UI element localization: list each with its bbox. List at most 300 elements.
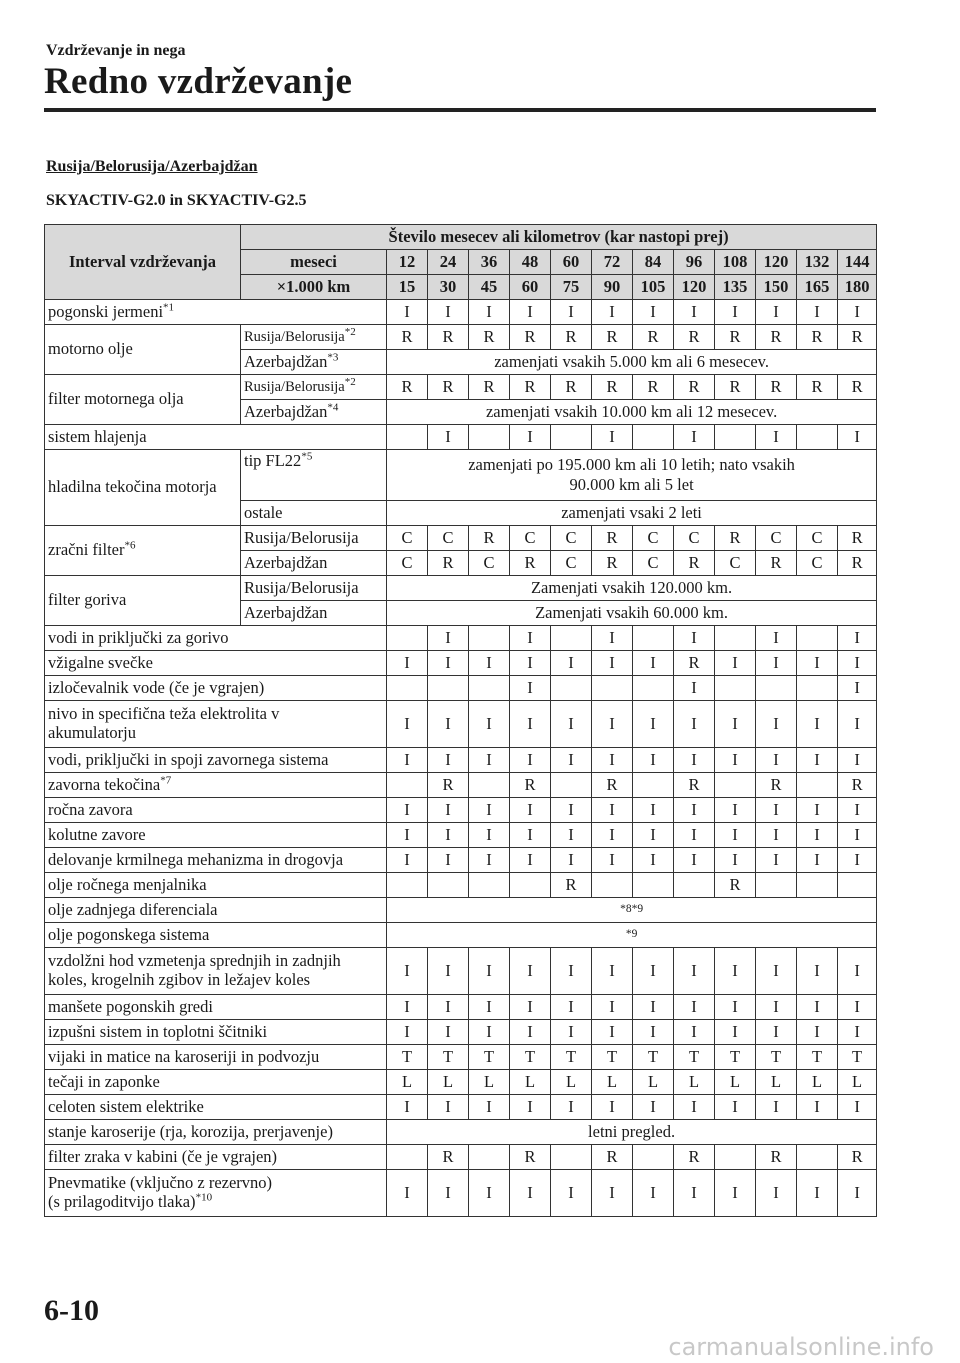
interval-cell: R xyxy=(838,551,877,576)
interval-cell: R xyxy=(674,1145,715,1170)
interval-cell: I xyxy=(715,798,756,823)
engine-heading: SKYACTIV-G2.0 in SKYACTIV-G2.5 xyxy=(46,192,307,209)
item-label-text: manšete pogonskih gredi xyxy=(48,996,213,1016)
interval-cell: I xyxy=(756,425,797,450)
interval-cell: I xyxy=(469,848,510,873)
interval-cell: L xyxy=(674,1070,715,1095)
region-heading: Rusija/Belorusija/Azerbajdžan xyxy=(46,158,258,175)
interval-cell: L xyxy=(592,1070,633,1095)
interval-cell: I xyxy=(838,995,877,1020)
interval-cell: I xyxy=(715,748,756,773)
interval-cell: L xyxy=(387,1070,428,1095)
table-row xyxy=(45,626,877,651)
item-label-text: tečaji in zaponke xyxy=(48,1071,160,1091)
interval-cell: I xyxy=(674,676,715,701)
interval-cell: I xyxy=(469,995,510,1020)
interval-cell: I xyxy=(551,823,592,848)
km-cell: 75 xyxy=(551,275,592,300)
interval-cell: I xyxy=(633,823,674,848)
table-row xyxy=(45,375,877,400)
interval-cell: R xyxy=(510,325,551,350)
interval-cell xyxy=(592,873,633,898)
interval-cell: R xyxy=(469,325,510,350)
interval-cell: I xyxy=(387,748,428,773)
footnote-marker: *3 xyxy=(327,351,339,364)
item-label xyxy=(45,300,387,325)
interval-cell xyxy=(633,1145,674,1170)
month-cell: 24 xyxy=(428,250,469,275)
month-cell: 12 xyxy=(387,250,428,275)
interval-cell: R xyxy=(756,773,797,798)
interval-cell: L xyxy=(428,1070,469,1095)
interval-cell: I xyxy=(756,626,797,651)
interval-cell: I xyxy=(674,1095,715,1120)
interval-cell: L xyxy=(838,1070,877,1095)
interval-cell xyxy=(633,773,674,798)
item-label xyxy=(45,701,387,748)
interval-cell: R xyxy=(387,325,428,350)
km-cell: 105 xyxy=(633,275,674,300)
sub-label xyxy=(241,501,387,526)
interval-cell: C xyxy=(428,526,469,551)
item-label-text: filter zraka v kabini (če je vgrajen) xyxy=(48,1146,278,1166)
interval-cell xyxy=(428,873,469,898)
item-label-text: pogonski jermeni xyxy=(48,301,164,321)
interval-cell: I xyxy=(674,948,715,995)
interval-cell: I xyxy=(838,1170,877,1217)
interval-cell: I xyxy=(551,300,592,325)
sub-label-text: Azerbajdžan xyxy=(244,602,328,622)
sub-label-text: Azerbajdžan xyxy=(244,552,328,572)
table-row xyxy=(45,948,877,995)
item-label xyxy=(45,798,387,823)
item-label-text: vzdolžni hod vzmetenja sprednjih in zadnjih xyxy=(48,951,341,971)
interval-cell: I xyxy=(797,300,838,325)
item-label-text: akumulatorju xyxy=(48,723,136,742)
interval-cell: R xyxy=(469,375,510,400)
header-row-title xyxy=(45,225,877,250)
interval-cell: C xyxy=(469,551,510,576)
sub-label-text: Rusija/Belorusija xyxy=(244,577,359,597)
interval-cell: I xyxy=(510,300,551,325)
table-row xyxy=(45,873,877,898)
interval-cell: I xyxy=(633,701,674,748)
table-row xyxy=(45,1145,877,1170)
item-label xyxy=(45,823,387,848)
interval-note: zamenjati vsaki 2 leti xyxy=(387,501,877,526)
interval-cell: I xyxy=(387,823,428,848)
interval-cell xyxy=(797,676,838,701)
months-label: meseci xyxy=(241,250,387,275)
table-row xyxy=(45,1045,877,1070)
interval-cell: R xyxy=(551,325,592,350)
interval-cell: I xyxy=(838,948,877,995)
interval-cell xyxy=(715,773,756,798)
interval-cell: I xyxy=(715,701,756,748)
interval-cell: I xyxy=(387,701,428,748)
interval-cell: I xyxy=(428,651,469,676)
interval-cell: I xyxy=(510,701,551,748)
interval-cell: R xyxy=(838,325,877,350)
table-row xyxy=(45,995,877,1020)
interval-cell: I xyxy=(510,823,551,848)
interval-cell: I xyxy=(674,1020,715,1045)
interval-cell: I xyxy=(469,823,510,848)
sub-label xyxy=(241,350,387,375)
interval-cell: T xyxy=(551,1045,592,1070)
footnote-marker: *2 xyxy=(344,325,356,338)
item-label-text: zračni filter xyxy=(48,540,125,560)
sub-label xyxy=(241,400,387,425)
sub-label-text: Azerbajdžan xyxy=(244,401,328,421)
watermark: carmanualsonline.info xyxy=(668,1333,934,1361)
interval-note: letni pregled. xyxy=(387,1120,877,1145)
interval-cell: C xyxy=(387,526,428,551)
month-cell: 60 xyxy=(551,250,592,275)
km-label: ×1.000 km xyxy=(241,275,387,300)
interval-cell: I xyxy=(797,995,838,1020)
item-label-text: stanje karoserije (rja, korozija, prerjavenje) xyxy=(48,1121,333,1141)
interval-cell: R xyxy=(510,1145,551,1170)
interval-cell: R xyxy=(428,325,469,350)
interval-cell xyxy=(592,676,633,701)
interval-cell: I xyxy=(510,995,551,1020)
interval-cell xyxy=(797,626,838,651)
interval-cell xyxy=(633,425,674,450)
interval-cell: I xyxy=(715,948,756,995)
interval-cell: I xyxy=(797,848,838,873)
interval-cell: C xyxy=(797,551,838,576)
item-label xyxy=(45,651,387,676)
interval-cell: C xyxy=(633,526,674,551)
interval-cell xyxy=(469,1145,510,1170)
interval-cell: I xyxy=(510,1095,551,1120)
interval-cell: R xyxy=(551,873,592,898)
sub-label xyxy=(241,450,387,501)
table-row xyxy=(45,748,877,773)
interval-cell: C xyxy=(387,551,428,576)
item-label xyxy=(45,676,387,701)
page-number: 6-10 xyxy=(44,1294,99,1327)
item-label xyxy=(45,1045,387,1070)
interval-cell: C xyxy=(674,526,715,551)
interval-cell: I xyxy=(797,701,838,748)
item-label-text: celoten sistem elektrike xyxy=(48,1096,204,1116)
interval-cell: I xyxy=(797,748,838,773)
table-row xyxy=(45,425,877,450)
interval-cell: L xyxy=(551,1070,592,1095)
table-row xyxy=(45,1170,877,1217)
interval-cell: I xyxy=(838,651,877,676)
interval-cell: I xyxy=(387,300,428,325)
interval-cell: I xyxy=(551,948,592,995)
item-label xyxy=(45,773,387,798)
interval-cell: T xyxy=(428,1045,469,1070)
interval-cell: I xyxy=(592,748,633,773)
table-row xyxy=(45,923,877,948)
interval-cell: I xyxy=(592,300,633,325)
interval-cell: R xyxy=(592,325,633,350)
item-label xyxy=(45,375,241,425)
interval-cell: I xyxy=(756,1170,797,1217)
interval-cell: I xyxy=(797,1020,838,1045)
interval-cell: L xyxy=(756,1070,797,1095)
interval-cell xyxy=(551,425,592,450)
sub-label xyxy=(241,601,387,626)
footnote-marker: *4 xyxy=(327,401,339,414)
interval-cell: I xyxy=(592,948,633,995)
interval-cell: I xyxy=(715,848,756,873)
interval-cell: R xyxy=(592,1145,633,1170)
interval-cell: I xyxy=(469,701,510,748)
interval-cell: I xyxy=(797,1170,838,1217)
interval-cell: R xyxy=(674,375,715,400)
interval-cell: I xyxy=(428,626,469,651)
km-cell: 15 xyxy=(387,275,428,300)
interval-cell: I xyxy=(633,995,674,1020)
interval-cell: I xyxy=(387,948,428,995)
interval-cell: I xyxy=(551,651,592,676)
interval-cell: I xyxy=(469,1170,510,1217)
interval-cell: I xyxy=(674,823,715,848)
interval-cell: R xyxy=(756,375,797,400)
interval-cell: T xyxy=(633,1045,674,1070)
interval-cell: R xyxy=(715,873,756,898)
sub-label xyxy=(241,576,387,601)
interval-cell: R xyxy=(633,375,674,400)
interval-cell: I xyxy=(592,798,633,823)
interval-cell: I xyxy=(756,1020,797,1045)
interval-cell: I xyxy=(387,1095,428,1120)
item-label-text: (s prilagoditvijo tlaka) xyxy=(48,1192,196,1211)
interval-note: *9 xyxy=(387,923,877,948)
interval-cell xyxy=(756,676,797,701)
km-cell: 150 xyxy=(756,275,797,300)
sub-label-text: ostale xyxy=(244,502,283,522)
interval-cell: L xyxy=(715,1070,756,1095)
interval-cell: I xyxy=(469,1020,510,1045)
interval-cell: I xyxy=(633,748,674,773)
month-cell: 72 xyxy=(592,250,633,275)
interval-cell: I xyxy=(838,676,877,701)
item-label-text: hladilna tekočina motorja xyxy=(48,477,217,497)
item-label xyxy=(45,425,387,450)
table-row xyxy=(45,450,877,501)
item-label-text: vodi in priključki za gorivo xyxy=(48,627,229,647)
interval-cell: R xyxy=(592,773,633,798)
interval-cell: R xyxy=(551,375,592,400)
table-row xyxy=(45,526,877,551)
item-label xyxy=(45,1145,387,1170)
item-label-text: motorno olje xyxy=(48,339,133,359)
interval-cell: R xyxy=(428,773,469,798)
interval-cell: I xyxy=(674,848,715,873)
interval-cell: R xyxy=(469,526,510,551)
interval-cell: I xyxy=(756,948,797,995)
interval-cell: I xyxy=(428,995,469,1020)
item-label-text: kolutne zavore xyxy=(48,824,146,844)
interval-cell: I xyxy=(469,1095,510,1120)
interval-cell: L xyxy=(797,1070,838,1095)
month-cell: 48 xyxy=(510,250,551,275)
interval-cell: I xyxy=(838,1095,877,1120)
item-label-text: koles, krogelnih zgibov in ležajev koles xyxy=(48,970,311,989)
sub-label-text: Azerbajdžan xyxy=(244,351,328,371)
item-label-text: nivo in specifična teža elektrolita v xyxy=(48,704,280,724)
interval-cell: I xyxy=(469,300,510,325)
interval-cell: R xyxy=(797,325,838,350)
interval-cell: I xyxy=(756,823,797,848)
item-label xyxy=(45,923,387,948)
interval-cell xyxy=(510,873,551,898)
month-cell: 36 xyxy=(469,250,510,275)
footnote-marker: *5 xyxy=(301,450,313,463)
interval-cell xyxy=(428,676,469,701)
interval-cell xyxy=(387,676,428,701)
interval-cell: I xyxy=(633,798,674,823)
interval-cell xyxy=(797,1145,838,1170)
interval-cell: I xyxy=(592,1020,633,1045)
footnote-marker: *2 xyxy=(344,375,356,388)
interval-cell: I xyxy=(756,848,797,873)
interval-cell xyxy=(756,873,797,898)
table-row xyxy=(45,651,877,676)
interval-cell: R xyxy=(633,325,674,350)
interval-cell: I xyxy=(715,1020,756,1045)
interval-cell xyxy=(469,676,510,701)
interval-cell: R xyxy=(674,551,715,576)
interval-cell: I xyxy=(674,995,715,1020)
interval-cell: T xyxy=(715,1045,756,1070)
table-row xyxy=(45,773,877,798)
table-row xyxy=(45,576,877,601)
interval-cell xyxy=(633,873,674,898)
interval-cell: I xyxy=(428,1170,469,1217)
item-label-text: delovanje krmilnega mehanizma in drogovja xyxy=(48,849,344,869)
interval-cell: I xyxy=(510,798,551,823)
interval-cell: I xyxy=(674,798,715,823)
interval-cell: I xyxy=(592,995,633,1020)
interval-cell: R xyxy=(756,325,797,350)
interval-cell xyxy=(551,773,592,798)
km-cell: 45 xyxy=(469,275,510,300)
interval-cell: I xyxy=(756,651,797,676)
item-label-text: izločevalnik vode (če je vgrajen) xyxy=(48,677,265,697)
item-label xyxy=(45,1095,387,1120)
interval-cell xyxy=(387,626,428,651)
interval-cell: I xyxy=(633,300,674,325)
interval-cell: I xyxy=(428,948,469,995)
interval-cell: R xyxy=(715,526,756,551)
interval-cell: I xyxy=(592,425,633,450)
interval-cell: C xyxy=(551,551,592,576)
interval-cell: I xyxy=(674,626,715,651)
sub-label-text: tip FL22 xyxy=(244,451,302,470)
interval-cell: R xyxy=(428,551,469,576)
item-label-text: olje pogonskega sistema xyxy=(48,924,210,944)
interval-cell: I xyxy=(674,1170,715,1217)
footnote-marker: *7 xyxy=(160,774,172,787)
interval-cell: I xyxy=(715,823,756,848)
interval-cell: T xyxy=(469,1045,510,1070)
table-row xyxy=(45,300,877,325)
interval-cell: T xyxy=(838,1045,877,1070)
sub-label-text: Rusija/Belorusija xyxy=(244,378,345,395)
item-label-text: ročna zavora xyxy=(48,799,133,819)
sub-label-text: Rusija/Belorusija xyxy=(244,527,359,547)
item-label-text: sistem hlajenja xyxy=(48,426,147,446)
interval-note xyxy=(387,450,877,501)
interval-cell: L xyxy=(469,1070,510,1095)
item-label-text: olje ročnega menjalnika xyxy=(48,874,207,894)
interval-cell: C xyxy=(510,526,551,551)
km-cell: 135 xyxy=(715,275,756,300)
interval-cell: R xyxy=(838,773,877,798)
interval-cell: I xyxy=(633,1170,674,1217)
interval-cell: I xyxy=(838,626,877,651)
interval-note: Zamenjati vsakih 60.000 km. xyxy=(387,601,877,626)
interval-cell: I xyxy=(510,1170,551,1217)
interval-cell: R xyxy=(428,375,469,400)
interval-cell: I xyxy=(838,748,877,773)
interval-cell: L xyxy=(510,1070,551,1095)
interval-cell: R xyxy=(674,773,715,798)
item-label-text: zavorna tekočina xyxy=(48,774,161,794)
interval-cell: I xyxy=(838,1020,877,1045)
interval-cell: I xyxy=(551,848,592,873)
interval-cell: I xyxy=(633,848,674,873)
item-label-text: Pnevmatike (vključno z rezervno) xyxy=(48,1173,273,1193)
interval-cell xyxy=(715,425,756,450)
interval-cell: I xyxy=(797,823,838,848)
interval-cell: I xyxy=(428,848,469,873)
km-cell: 120 xyxy=(674,275,715,300)
table-row xyxy=(45,798,877,823)
interval-cell: I xyxy=(510,626,551,651)
interval-cell: R xyxy=(838,1145,877,1170)
interval-cell xyxy=(551,626,592,651)
month-cell: 120 xyxy=(756,250,797,275)
interval-cell xyxy=(797,873,838,898)
footnote-marker: *1 xyxy=(163,301,175,314)
interval-cell: C xyxy=(715,551,756,576)
km-cell: 90 xyxy=(592,275,633,300)
interval-cell: I xyxy=(428,798,469,823)
interval-cell: I xyxy=(715,1095,756,1120)
sub-label xyxy=(241,526,387,551)
interval-cell: I xyxy=(510,1020,551,1045)
maintenance-schedule-table xyxy=(44,224,877,1217)
interval-cell: T xyxy=(674,1045,715,1070)
interval-note: Zamenjati vsakih 120.000 km. xyxy=(387,576,877,601)
item-label xyxy=(45,526,241,576)
month-cell: 108 xyxy=(715,250,756,275)
interval-cell: I xyxy=(633,1020,674,1045)
interval-cell: R xyxy=(756,551,797,576)
interval-cell: I xyxy=(469,948,510,995)
item-label xyxy=(45,898,387,923)
interval-cell: I xyxy=(510,651,551,676)
sub-label-text: Rusija/Belorusija xyxy=(244,328,345,345)
interval-cell: C xyxy=(551,526,592,551)
interval-cell: I xyxy=(510,425,551,450)
sub-label xyxy=(241,375,387,400)
interval-cell xyxy=(674,873,715,898)
sub-label xyxy=(241,325,387,350)
interval-cell: R xyxy=(756,1145,797,1170)
interval-cell xyxy=(387,1145,428,1170)
interval-cell: I xyxy=(838,823,877,848)
